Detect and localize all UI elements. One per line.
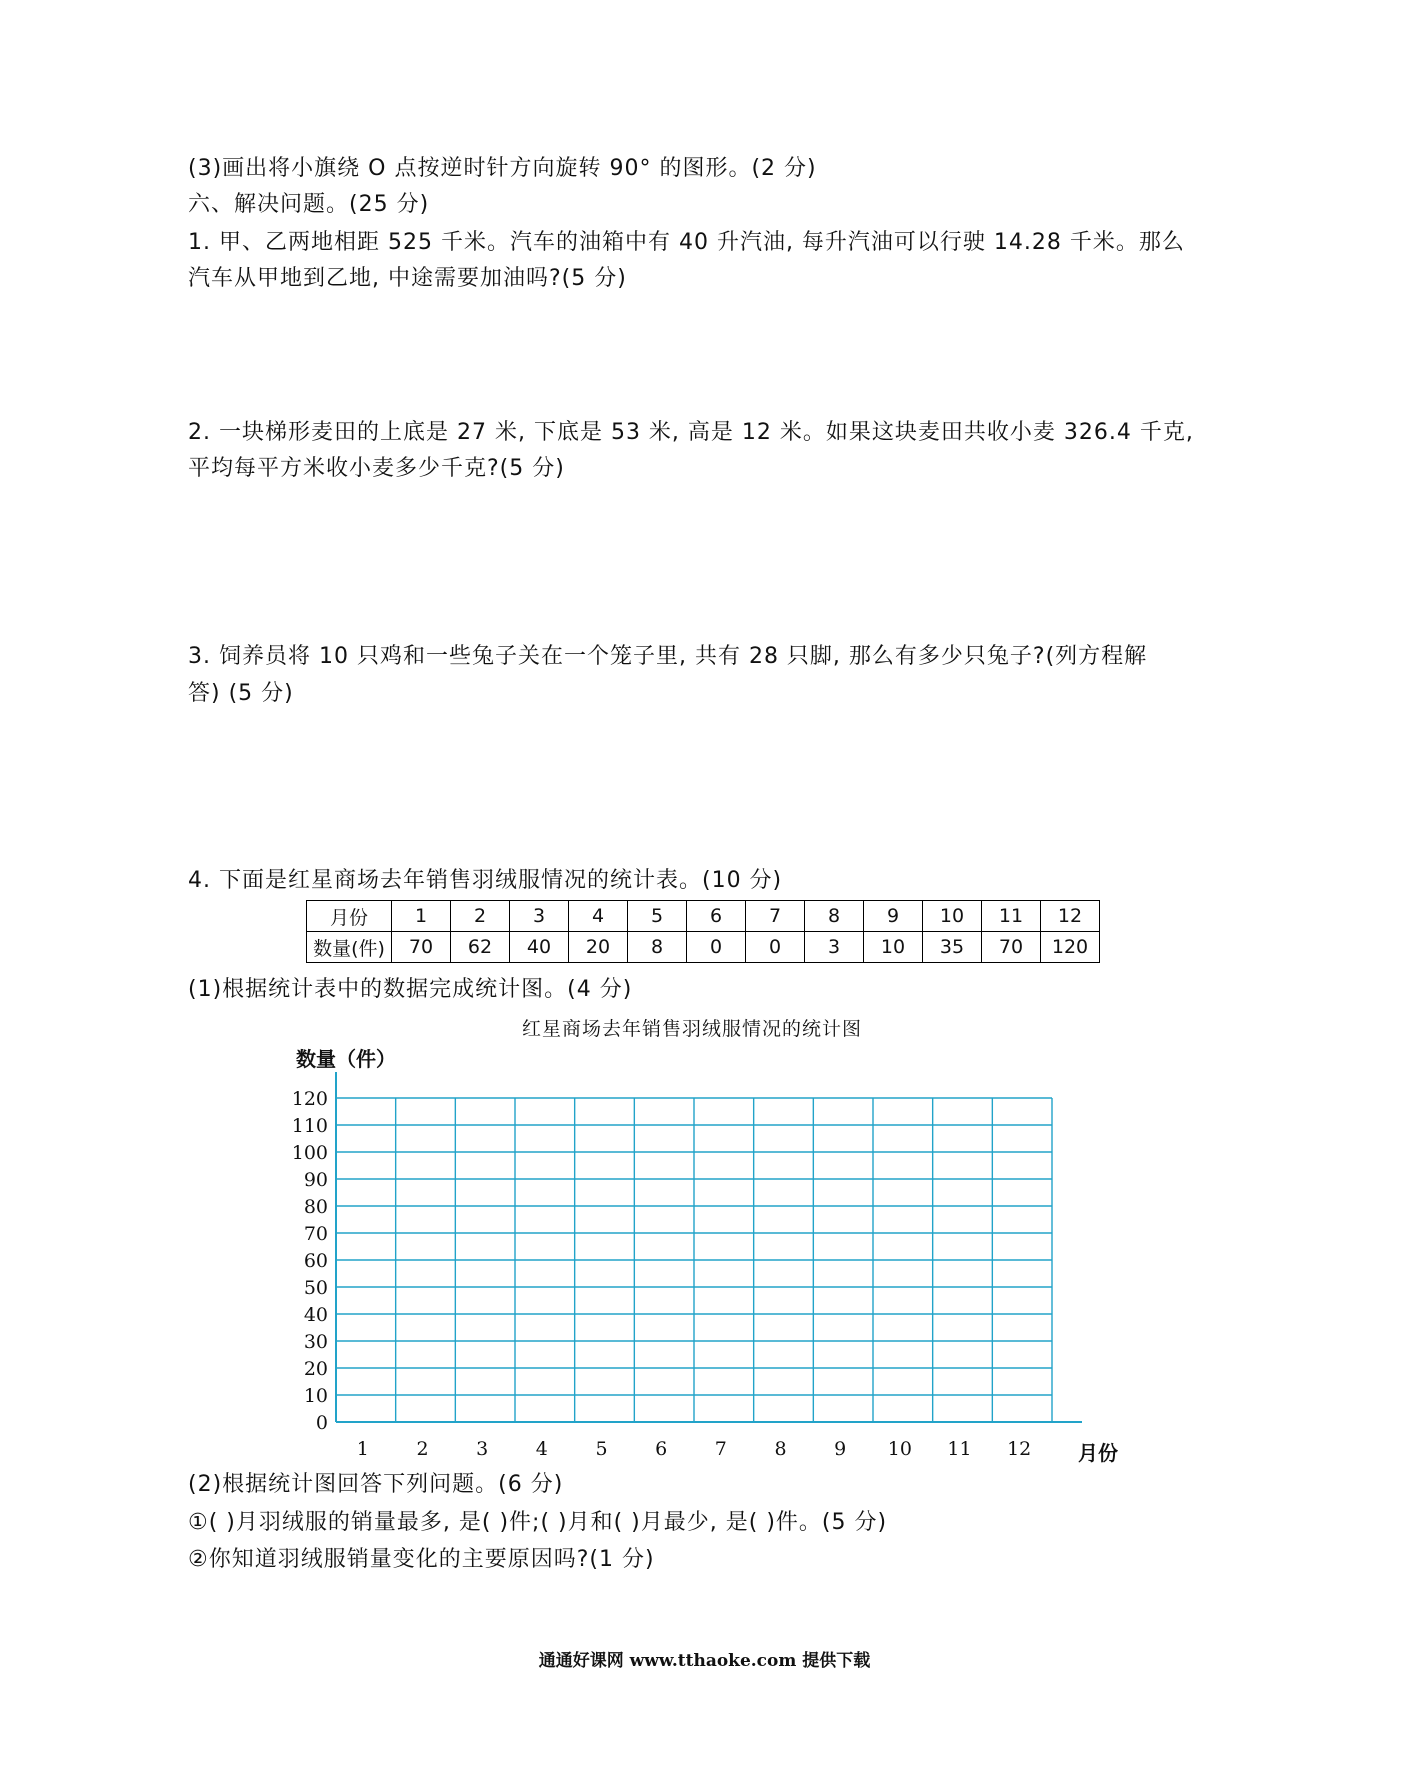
table-cell: 7 — [746, 901, 805, 932]
table-cell: 2 — [451, 901, 510, 932]
section-6-heading: 六、解决问题。(25 分) — [188, 192, 430, 217]
table-cell: 10 — [923, 901, 982, 932]
x-tick-label: 12 — [1007, 1438, 1032, 1460]
y-tick-label: 40 — [303, 1304, 328, 1326]
table-cell: 70 — [982, 932, 1041, 963]
table-cell: 62 — [451, 932, 510, 963]
y-tick-label: 50 — [303, 1277, 328, 1299]
table-cell: 8 — [805, 901, 864, 932]
table-cell: 0 — [746, 932, 805, 963]
footer-source: 通通好课网 www.tthaoke.com 提供下载 — [538, 1651, 871, 1671]
table-cell: 4 — [569, 901, 628, 932]
x-tick-label: 10 — [887, 1438, 912, 1460]
x-tick-label: 5 — [595, 1438, 608, 1460]
table-cell: 11 — [982, 901, 1041, 932]
y-tick-label: 90 — [303, 1169, 328, 1191]
table-cell: 9 — [864, 901, 923, 932]
problem-2-line-1: 2. 一块梯形麦田的上底是 27 米, 下底是 53 米, 高是 12 米。如果这块麦田共收小麦 326.4 千克, — [188, 420, 1194, 445]
problem-2-line-2: 平均每平方米收小麦多少千克?(5 分) — [188, 456, 565, 481]
problem-1-line-1: 1. 甲、乙两地相距 525 千米。汽车的油箱中有 40 升汽油, 每升汽油可以行驶 14.28 千米。那么 — [188, 230, 1185, 255]
problem-4-part-2-question-1: ①( )月羽绒服的销量最多, 是( )件;( )月和( )月最少, 是( )件。(5 分) — [188, 1510, 888, 1535]
problem-4-part-1: (1)根据统计表中的数据完成统计图。(4 分) — [188, 977, 633, 1002]
x-tick-label: 8 — [774, 1438, 787, 1460]
table-cell: 20 — [569, 932, 628, 963]
y-tick-label: 80 — [303, 1196, 328, 1218]
problem-4-part-2: (2)根据统计图回答下列问题。(6 分) — [188, 1472, 564, 1497]
y-tick-label: 70 — [303, 1223, 328, 1245]
table-header-month: 月份 — [307, 901, 392, 932]
y-tick-label: 0 — [315, 1412, 328, 1434]
problem-3-line-2: 答) (5 分) — [188, 681, 294, 706]
table-cell: 10 — [864, 932, 923, 963]
problem-4-part-2-question-2: ②你知道羽绒服销量变化的主要原因吗?(1 分) — [188, 1547, 655, 1572]
problem-3-line-1: 3. 饲养员将 10 只鸡和一些兔子关在一个笼子里, 共有 28 只脚, 那么有多少只兔子?(列方程解 — [188, 644, 1148, 669]
table-cell: 120 — [1041, 932, 1100, 963]
table-cell: 35 — [923, 932, 982, 963]
y-axis-label: 数量（件） — [296, 1047, 396, 1071]
problem-1-line-2: 汽车从甲地到乙地, 中途需要加油吗?(5 分) — [188, 266, 627, 291]
x-tick-label: 11 — [947, 1438, 972, 1460]
x-tick-label: 7 — [714, 1438, 727, 1460]
x-tick-label: 6 — [655, 1438, 668, 1460]
table-cell: 0 — [687, 932, 746, 963]
table-cell: 1 — [392, 901, 451, 932]
table-cell: 70 — [392, 932, 451, 963]
question-5-3: (3)画出将小旗绕 O 点按逆时针方向旋转 90° 的图形。(2 分) — [188, 156, 817, 181]
x-tick-label: 9 — [834, 1438, 847, 1460]
y-tick-label: 120 — [291, 1088, 328, 1110]
x-tick-label: 2 — [416, 1438, 429, 1460]
table-header-quantity: 数量(件) — [307, 932, 392, 963]
y-tick-label: 110 — [291, 1115, 328, 1137]
y-tick-label: 10 — [303, 1385, 328, 1407]
y-tick-label: 60 — [303, 1250, 328, 1272]
table-cell: 40 — [510, 932, 569, 963]
x-tick-label: 4 — [535, 1438, 548, 1460]
y-tick-label: 20 — [303, 1358, 328, 1380]
table-cell: 6 — [687, 901, 746, 932]
chart-title: 红星商场去年销售羽绒服情况的统计图 — [522, 1018, 863, 1040]
table-cell: 3 — [805, 932, 864, 963]
x-tick-label: 1 — [356, 1438, 369, 1460]
y-tick-label: 100 — [291, 1142, 328, 1164]
x-axis-label: 月份 — [1078, 1441, 1118, 1465]
table-cell: 8 — [628, 932, 687, 963]
y-tick-label: 30 — [303, 1331, 328, 1353]
table-cell: 5 — [628, 901, 687, 932]
table-cell: 12 — [1041, 901, 1100, 932]
table-cell: 3 — [510, 901, 569, 932]
problem-4-heading: 4. 下面是红星商场去年销售羽绒服情况的统计表。(10 分) — [188, 868, 783, 893]
x-tick-label: 3 — [476, 1438, 489, 1460]
